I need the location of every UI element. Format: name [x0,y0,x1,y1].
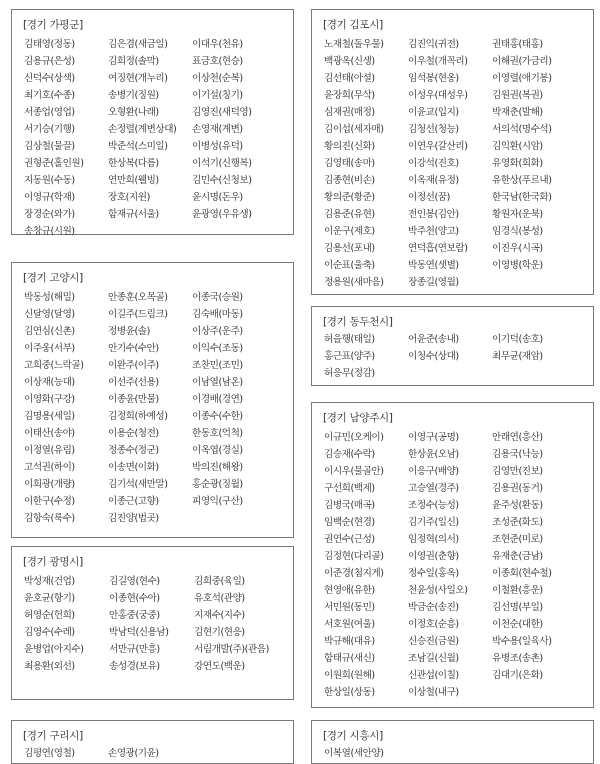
person-entry: 조남길(신월) [408,653,459,664]
person-entry: 윤호균(항기) [24,593,75,604]
person-entry: 김선태(아셜) [324,73,375,84]
person-entry: 이한구(수정) [24,496,75,507]
region-title: [ 경기 구리시 ] [23,728,83,743]
person-entry: 홍근표(양주) [324,351,375,362]
person-entry: 신관섭(이칠) [408,670,459,681]
person-entry: 정수일(홍옥) [408,568,459,579]
person-entry: 이종근(고향) [108,496,159,507]
person-entry: 황의준(황준) [324,192,375,203]
person-entry: 황원자(운북) [492,209,543,220]
person-entry: 김이섭(세자매) [324,124,384,135]
person-entry: 지재수(지수) [194,610,245,621]
person-entry: 김용선(포내) [324,243,375,254]
person-entry: 어윤준(송내) [408,334,459,345]
person-entry: 송병기(징원) [108,90,159,101]
person-entry: 윤장희(무삭) [324,90,375,101]
person-entry: 서종업(영업) [24,107,75,118]
region-title: [ 경기 가평군 ] [23,17,83,32]
person-entry: 현영애(유한) [324,585,375,596]
person-entry: 이철환(흥운) [492,585,543,596]
person-entry: 표금호(현승) [192,56,243,67]
person-entry: 안기수(수안) [108,343,159,354]
person-entry: 정용원(새마음) [324,277,384,288]
person-entry: 최용환(외선) [24,661,75,672]
person-entry: 김영수(수레) [24,627,75,638]
person-entry: 김태영(정동) [24,39,75,50]
person-entry: 이종국(승원) [192,292,243,303]
person-entry: 안래연(흥산) [492,432,543,443]
person-entry: 이연우(갈산리) [408,141,468,152]
person-entry: 이천순(대한) [492,619,543,630]
person-entry: 김숙배(마동) [192,309,243,320]
person-entry: 이옥재(유정) [408,175,459,186]
person-entry: 김평연(영철) [24,748,75,759]
person-entry: 최무균(재암) [492,351,543,362]
person-entry: 조정수(능성) [408,500,459,511]
person-entry: 김길영(현수) [109,576,160,587]
region-box-dongducheon [311,306,594,386]
person-entry: 정종수(정군) [108,445,159,456]
person-entry: 서만규(만흥) [109,644,160,655]
person-entry: 김희중(육일) [194,576,245,587]
person-entry: 이청수(상대) [408,351,459,362]
region-title: [ 경기 김포시 ] [323,17,383,32]
person-entry: 조성준(화도) [492,517,543,528]
region-box-guri [11,720,294,764]
person-entry: 이상철(내구) [408,687,459,698]
person-entry: 서의석(명수석) [492,124,552,135]
person-entry: 김연심(신촌) [24,326,75,337]
region-box-gimpo [311,9,594,295]
region-title: [ 경기 광명시 ] [23,554,83,569]
person-entry: 강연도(백운) [194,661,245,672]
person-entry: 고승열(경주) [408,483,459,494]
person-entry: 이정선(꿈) [408,192,450,203]
person-entry: 전인봉(김안) [408,209,459,220]
person-entry: 이진우(시곡) [492,243,543,254]
person-entry: 유한상(푸르내) [492,175,552,186]
person-entry: 김영진(새덕영) [192,107,252,118]
person-entry: 이시우(물골안) [324,466,384,477]
person-entry: 고희중(느락골) [24,360,84,371]
person-entry: 연덕흡(연보람) [408,243,468,254]
region-box-namyangju [311,402,594,708]
person-entry: 손영광(기윤) [108,748,159,759]
person-entry: 허응무(정감) [324,368,375,379]
name-list [324,333,589,384]
person-entry: 유호석(관양) [194,593,245,604]
person-entry: 유영화(희화) [492,158,543,169]
person-entry: 이희광(개량) [24,479,75,490]
person-entry: 심재권(매정) [324,107,375,118]
person-entry: 이준경(첨지게) [324,568,384,579]
person-entry: 이성우(대성우) [408,90,468,101]
person-entry: 고석권(하이) [24,462,75,473]
person-entry: 이영권(춘향) [408,551,459,562]
person-entry: 김청선(청능) [408,124,459,135]
person-entry: 임경식(봉성) [492,226,543,237]
person-entry: 이완주(이주) [108,360,159,371]
person-entry: 권연수(근성) [324,534,375,545]
person-entry: 서민원(동민) [324,602,375,613]
person-entry: 노재철(돌우물) [324,39,384,50]
person-entry: 김명용(세일) [24,411,75,422]
person-entry: 임석봉(현옹) [408,73,459,84]
person-entry: 김대기(은화) [492,670,543,681]
person-entry: 이석기(신행복) [192,158,252,169]
person-entry: 송성경(보유) [109,661,160,672]
person-entry: 윤시명(돈우) [192,192,243,203]
person-entry: 김상철(물끌) [24,141,75,152]
name-list [324,38,589,293]
person-entry: 구선희(백제) [324,483,375,494]
person-entry: 송창규(시원) [24,226,75,237]
person-entry: 장종길(영월) [408,277,459,288]
person-entry: 이정호(순흥) [408,619,459,630]
person-entry: 박금순(송진) [408,602,459,613]
person-entry: 이병성(유덕) [192,141,243,152]
person-entry: 이영규(학재) [24,192,75,203]
person-entry: 김은겸(새금일) [108,39,168,50]
person-entry: 이윤교(입지) [408,107,459,118]
person-entry: 권태홍(태홍) [492,39,543,50]
person-entry: 안종훈(오목골) [108,292,168,303]
person-entry: 윤병업(아지수) [24,644,84,655]
person-entry: 이운구(제호) [324,226,375,237]
person-entry: 이영구(공명) [408,432,459,443]
person-entry: 황의진(신화) [324,141,375,152]
person-entry: 박수용(일육사) [492,636,552,647]
person-entry: 김영만(진보) [492,466,543,477]
person-entry: 손정렬(계변상대) [108,124,177,135]
person-entry: 한동호(억척) [192,428,243,439]
person-entry: 이원희(원해) [324,670,375,681]
region-box-gwangmyeong [11,546,294,700]
person-entry: 이상주(운주) [192,326,243,337]
person-entry: 이영화(구강) [24,394,75,405]
person-entry: 김승재(수락) [324,449,375,460]
person-entry: 여징현(개누리) [108,73,168,84]
person-entry: 김용준(유현) [324,209,375,220]
person-entry: 이정열(유림) [24,445,75,456]
person-entry: 김용국(낙능) [492,449,543,460]
person-entry: 한상복(다름) [108,158,159,169]
person-entry: 이선주(선용) [108,377,159,388]
person-entry: 김병국(매곡) [324,500,375,511]
person-entry: 김종현(비손) [324,175,375,186]
person-entry: 김익환(시암) [492,141,543,152]
person-entry: 김정현(다리골) [324,551,384,562]
person-entry: 허영순(헌희) [24,610,75,621]
name-list [24,747,289,764]
region-title: [ 경기 동두천시 ] [323,314,393,329]
person-entry: 이영병(학운) [492,260,543,271]
person-entry: 이남열(남온) [192,377,243,388]
person-entry: 이해권(가금리) [492,56,552,67]
person-entry: 김선명(부일) [492,602,543,613]
person-entry: 함재규(서울) [108,209,159,220]
person-entry: 이상재(능대) [24,377,75,388]
person-entry: 허을행(태일) [324,334,375,345]
person-entry: 이기설(칭기) [192,90,243,101]
person-entry: 이종현(수아) [109,593,160,604]
person-entry: 박규해(대유) [324,636,375,647]
person-entry: 이대우(천유) [192,39,243,50]
person-entry: 임백순(현경) [324,517,375,528]
person-entry: 서호원(여울) [324,619,375,630]
person-entry: 연만희(웰빙) [108,175,159,186]
person-entry: 조현준(미로) [492,534,543,545]
person-entry: 지동원(수동) [24,175,75,186]
person-entry: 백광옥(신생) [324,56,375,67]
person-entry: 김용권(동거) [492,483,543,494]
person-entry: 이용순(청전) [108,428,159,439]
person-entry: 유재춘(금남) [492,551,543,562]
person-entry: 박준석(스미일) [108,141,168,152]
person-entry: 이익수(조동) [192,343,243,354]
person-entry: 김현기(현응) [194,627,245,638]
person-entry: 이송면(이화) [108,462,159,473]
person-entry: 오형환(나래) [108,107,159,118]
person-entry: 김기석(새만말) [108,479,168,490]
person-entry: 이옥엽(경실) [192,445,243,456]
name-list [24,291,289,529]
person-entry: 이강석(진호) [408,158,459,169]
person-entry: 이종회(현수철) [492,568,552,579]
name-list [24,38,289,242]
person-entry: 이응구(배양) [408,466,459,477]
person-entry: 피영익(구산) [192,496,243,507]
person-entry: 김진익(귀전) [408,39,459,50]
person-entry: 김기주(일신) [408,517,459,528]
person-entry: 홍순광(징월) [192,479,243,490]
person-entry: 이길주(드림크) [108,309,168,320]
region-title: [ 경기 고양시 ] [23,270,83,285]
person-entry: 천윤성(사일오) [408,585,468,596]
region-box-goyang [11,262,294,538]
person-entry: 이종윤(만물) [108,394,159,405]
person-entry: 김용규(은성) [24,56,75,67]
person-entry: 이태산(송야) [24,428,75,439]
person-entry: 조찬민(조민) [192,360,243,371]
region-box-gapyeong [11,9,294,235]
person-entry: 장경순(와가) [24,209,75,220]
region-title: [ 경기 시흥시 ] [323,728,383,743]
name-list [324,431,589,703]
person-entry: 서기승(기행) [24,124,75,135]
person-entry: 손영재(계변) [192,124,243,135]
region-box-siheung [311,720,594,764]
person-entry: 한상일(상동) [324,687,375,698]
person-entry: 박주천(양고) [408,226,459,237]
person-entry: 김영태(송마) [324,158,375,169]
person-entry: 장호(지윈) [108,192,150,203]
person-entry: 박동연(샛별) [408,260,459,271]
person-entry: 윤주성(환동) [492,500,543,511]
person-entry: 함태규(새신) [324,653,375,664]
person-entry: 이기덕(송호) [492,334,543,345]
person-entry: 김항숙(룩수) [24,513,75,524]
person-entry: 신달영(달영) [24,309,75,320]
person-entry: 이순표(울축) [324,260,375,271]
person-entry: 김진양(법곳) [108,513,159,524]
person-entry: 김정희(하예성) [108,411,168,422]
person-entry: 유병조(송촌) [492,653,543,664]
name-list [24,575,289,677]
person-entry: 이주웅(서부) [24,343,75,354]
person-entry: 김민수(신청보) [192,175,252,186]
person-entry: 최기호(수종) [24,90,75,101]
person-entry: 서림개발(주)(관음) [194,644,269,655]
person-entry: 임정혁(의서) [408,534,459,545]
person-entry: 권형준(홀인원) [24,158,84,169]
person-entry: 박의진(해왕) [192,462,243,473]
person-entry: 이경배(경연) [192,394,243,405]
person-entry: 이상천(순복) [192,73,243,84]
person-entry: 김원권(복권) [492,90,543,101]
person-entry: 윤광영(우유생) [192,209,252,220]
person-entry: 박남덕(신용남) [109,627,169,638]
person-entry: 이우철(개꼭리) [408,56,468,67]
person-entry: 한국남(한국화) [492,192,552,203]
person-entry: 박성재(건업) [24,576,75,587]
person-entry: 이종수(수한) [192,411,243,422]
person-entry: 신승진(금원) [408,636,459,647]
person-entry: 김희정(솔막) [108,56,159,67]
person-entry: 박동성(해밀) [24,292,75,303]
person-entry: 한상윤(오남) [408,449,459,460]
person-entry: 안홍중(궁중) [109,610,160,621]
region-title: [ 경기 남양주시 ] [323,410,393,425]
name-list [324,747,589,764]
person-entry: 정병윤(솔) [108,326,150,337]
person-entry: 박재춘(발해) [492,107,543,118]
person-entry: 이영렬(애기봉) [492,73,552,84]
person-entry: 이규민(오케이) [324,432,384,443]
person-entry: 신덕수(상색) [24,73,75,84]
person-entry: 이복열(세안양) [324,748,384,759]
